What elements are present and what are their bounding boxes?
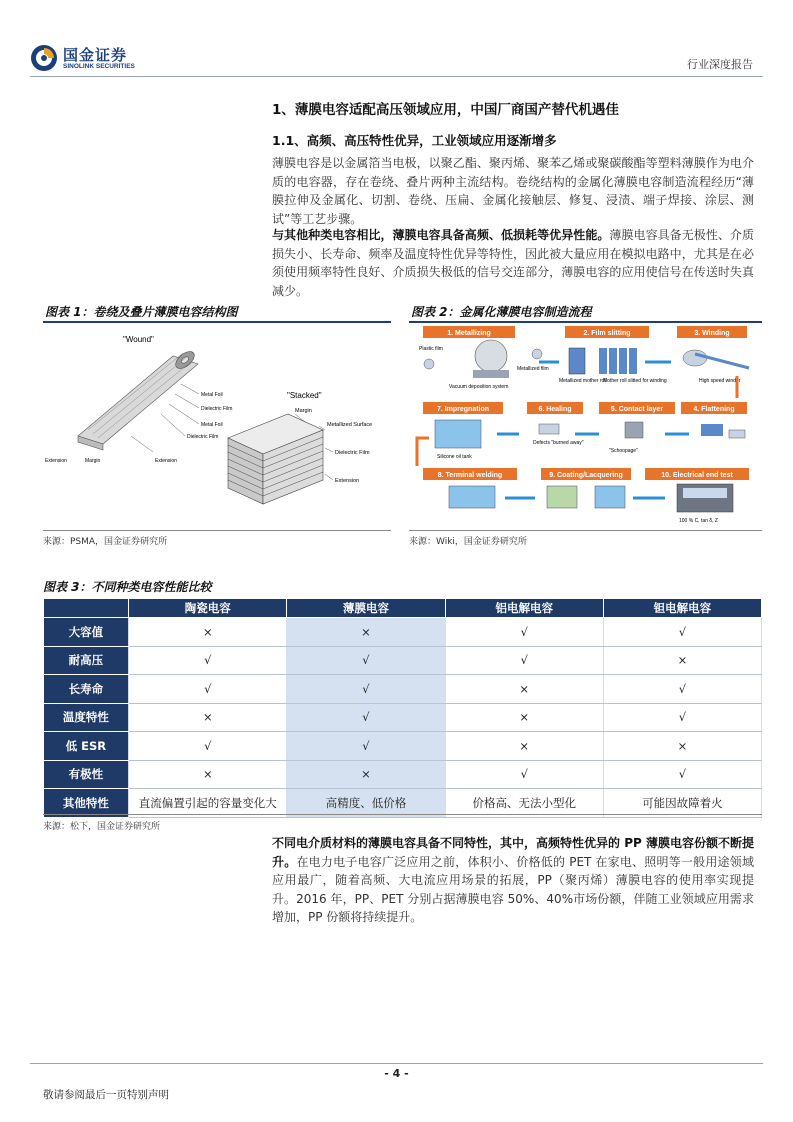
disclaimer-note: 敬请参阅最后一页特别声明	[43, 1089, 169, 1101]
wound-label: "Wound"	[123, 335, 154, 344]
table-row	[44, 760, 762, 789]
table-cell: √	[603, 760, 761, 789]
table-header-cell: 陶瓷电容	[129, 599, 287, 618]
table-cell: 价格高、无法小型化	[445, 789, 603, 818]
table-cell: √	[287, 732, 445, 761]
row-header: 有极性	[44, 760, 129, 789]
figure-1-title: 图表 1：卷绕及叠片薄膜电容结构图	[45, 305, 238, 319]
wound-part-label: Extension	[155, 458, 177, 464]
flow-step-label: 3. Winding	[694, 330, 730, 337]
stacked-layers	[228, 414, 323, 504]
flow-label: Vacuum deposition system	[449, 384, 509, 390]
table-source: 来源：松下，国金证券研究所	[43, 822, 161, 832]
capacitor-comparison-table	[43, 598, 762, 818]
footer-divider	[30, 1063, 763, 1064]
table-cell: √	[129, 646, 287, 675]
table-cell: √	[129, 675, 287, 704]
table-cell: √	[445, 618, 603, 647]
flow-step-label: 9. Coating/Lacquering	[549, 472, 623, 479]
table-cell: ×	[445, 732, 603, 761]
paragraph-2-body: 薄膜电容具备无极性、介质损失小、长寿命、频率及温度特性优异等特性，因此被大量应用在模拟电路中，尤其是在必须使用频率特性良好、介质损失极低的信号交连部分，薄膜电容的应用使信号在传送时失真减少。	[272, 228, 754, 298]
table-header-cell: 铝电解电容	[445, 599, 603, 618]
wound-part-label: Extension	[45, 458, 67, 464]
table-cell: ×	[129, 703, 287, 732]
flow-label: 100 % C, tan δ, Z	[679, 518, 718, 524]
flow-label: Metallized mother roll	[559, 378, 607, 384]
table-cell: √	[129, 732, 287, 761]
table-header-cell: 钽电解电容	[603, 599, 761, 618]
table-cell: ×	[445, 703, 603, 732]
row-header: 耐高压	[44, 646, 129, 675]
table-cell: ×	[129, 618, 287, 647]
capacitor-structure-diagram	[43, 326, 391, 524]
row-header: 大容值	[44, 618, 129, 647]
table-cell: 高精度、低价格	[287, 789, 445, 818]
flow-label: High speed winder	[699, 378, 741, 384]
page-header	[0, 0, 793, 80]
wound-part-label: Margin	[85, 458, 101, 464]
table-row	[44, 675, 762, 704]
table-cell: ×	[287, 760, 445, 789]
table-row	[44, 703, 762, 732]
logo-text-en: SINOLINK SECURITIES	[63, 63, 135, 70]
table-cell: ×	[603, 646, 761, 675]
flow-step-label: 1. Metallizing	[447, 330, 491, 337]
stacked-part-label: Metallized Surface	[327, 422, 373, 428]
table-cell: √	[287, 646, 445, 675]
manufacturing-flow-diagram	[409, 326, 762, 524]
figure-2-source: 来源：Wiki，国金证券研究所	[409, 537, 527, 547]
table-cell: ×	[287, 618, 445, 647]
stacked-part-label: Margin	[295, 408, 312, 414]
flow-label: Mother roll slitted for winding	[603, 378, 667, 384]
figure-2-source-divider	[409, 530, 762, 531]
table-cell: 可能因故障着火	[603, 789, 761, 818]
figure-1-source: 来源：PSMA，国金证券研究所	[43, 537, 168, 547]
table-source-divider	[43, 814, 762, 815]
figure-2-title: 图表 2：金属化薄膜电容制造流程	[411, 305, 592, 319]
table-cell: 直流偏置引起的容量变化大	[129, 789, 287, 818]
table-header-row	[44, 599, 762, 618]
table-header-cell	[44, 599, 129, 618]
flow-label: Plastic film	[419, 346, 443, 352]
wound-part-label: Dielectric Film	[187, 434, 219, 440]
flow-step-label: 7. Impregnation	[436, 406, 490, 413]
row-header: 温度特性	[44, 703, 129, 732]
section-heading: 1、薄膜电容适配高压领域应用，中国厂商国产替代机遇佳	[272, 102, 619, 118]
paragraph-3	[272, 834, 754, 927]
table-row	[44, 732, 762, 761]
figure-2-diagram	[409, 326, 762, 524]
table-cell: √	[287, 675, 445, 704]
paragraph-3-lead: 不同电介质材料的薄膜电容具备不同特性，其中，高频特性优异的 PP 薄膜电容份额不断提升。	[272, 836, 754, 869]
wound-part-label: Dielectric Film	[201, 406, 233, 412]
wound-part-label: Metal Foil	[201, 422, 223, 428]
flow-step-label: 4. Flattening	[693, 406, 735, 413]
report-type: 行业深度报告	[687, 58, 753, 71]
paragraph-1: 薄膜电容是以金属箔当电极，以聚乙酯、聚丙烯、聚苯乙烯或聚碳酸酯等塑料薄膜作为电介质的电容器，存在卷绕、叠片两种主流结构。卷绕结构的金属化薄膜电容制造流程经历“薄膜拉伸及金属化、切割、卷绕、压扁、金属化接触层、修复、浸渍、端子焊接、涂层、测试”等工艺步骤。	[272, 156, 754, 226]
flow-label: "Schoopage"	[609, 448, 638, 454]
figure-2-title-bar	[409, 321, 762, 323]
paragraph-3-body: 在电力电子电容广泛应用之前，体积小、价格低的 PET 在家电、照明等一般用途领域应用最广，随着高频、大电流应用场景的拓展，PP（聚丙烯）薄膜电容的使用率实现提升。2016 年，PP、PET 分别占据薄膜电容 50%、40%市场份额，伴随工业领域应用需求增加，PP 份额将持续提升。	[272, 854, 754, 924]
table-cell: √	[445, 760, 603, 789]
figure-1-title-bar	[43, 321, 391, 323]
flow-step-label: 5. Contact layer	[610, 406, 664, 413]
figure-1-diagram	[43, 326, 391, 524]
table-cell: ×	[603, 732, 761, 761]
logo-text-cn: 国金证券	[63, 46, 128, 64]
flow-label: Metallized film	[517, 366, 549, 372]
wound-part-label: Metal Foil	[201, 392, 223, 398]
table-cell: √	[445, 646, 603, 675]
paragraph-2	[272, 226, 754, 300]
row-header: 其他特性	[44, 789, 129, 818]
paragraph-2-lead: 与其他种类电容相比，薄膜电容具备高频、低损耗等优异性能。	[272, 228, 610, 242]
figure-1-source-divider	[43, 530, 391, 531]
table-cell: √	[603, 703, 761, 732]
stacked-part-label: Extension	[335, 478, 360, 484]
row-header: 长寿命	[44, 675, 129, 704]
table-3-title: 图表 3：不同种类电容性能比较	[43, 580, 212, 594]
flow-step-label: 2. Film slitting	[583, 330, 631, 337]
table-row	[44, 618, 762, 647]
table-cell: √	[287, 703, 445, 732]
flow-step-label: 8. Terminal welding	[437, 472, 503, 479]
flow-step-label: 6. Healing	[538, 406, 572, 413]
table-cell: √	[603, 675, 761, 704]
flow-label: Silicone oil tank	[437, 454, 472, 460]
table-cell: √	[603, 618, 761, 647]
flow-label: Defects "burned away"	[533, 440, 584, 446]
table-cell: ×	[445, 675, 603, 704]
stacked-label: "Stacked"	[287, 391, 322, 400]
table-header-cell: 薄膜电容	[287, 599, 445, 618]
subsection-heading: 1.1、高频、高压特性优异，工业领域应用逐渐增多	[272, 133, 557, 148]
row-header: 低 ESR	[44, 732, 129, 761]
table-row	[44, 646, 762, 675]
header-divider	[30, 76, 763, 77]
flow-step-label: 10. Electrical end test	[661, 472, 733, 479]
stacked-part-label: Dielectric Film	[335, 450, 370, 456]
page-number: - 4 -	[384, 1067, 409, 1080]
table-cell: ×	[129, 760, 287, 789]
table-row	[44, 789, 762, 818]
sinolink-logo-icon	[30, 44, 58, 72]
